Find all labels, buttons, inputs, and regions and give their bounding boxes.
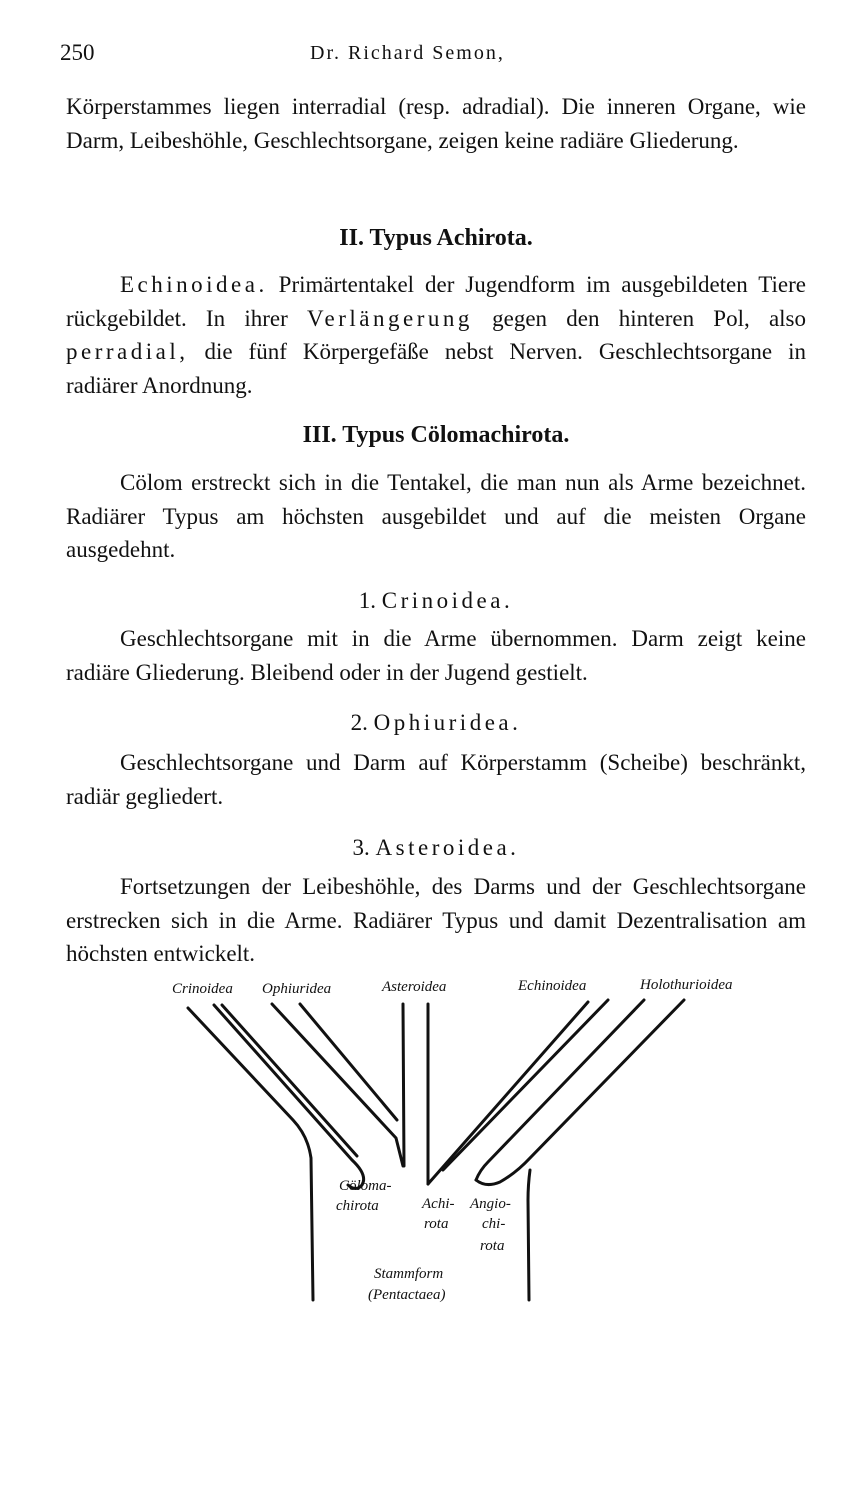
label-angio: Angio-: [470, 1196, 511, 1212]
echinoidea-branch-inner: [443, 1000, 608, 1170]
coelomachirota-paragraph: Cölom erstreckt sich in die Tentakel, die man nun als Arme bezeichnet. Radiärer Typus am höchsten ausgebildet und auf die meisten Organe ausgedehnt.: [66, 470, 806, 562]
label-achi: Achi-: [422, 1196, 455, 1212]
subheading-crinoidea: [66, 588, 806, 614]
top-labels: [172, 977, 733, 997]
label-stammform: Stammform: [374, 1266, 444, 1282]
asteroidea-paragraph: Fortsetzungen der Leibeshöhle, des Darms und der Geschlechtsorgane erstrecken sich in die Arme. Radiärer Typus und damit Dezentralisation am höchsten entwickelt.: [66, 874, 806, 966]
crinoidea-number: 1.: [358, 588, 377, 613]
label-chi: chi-: [482, 1216, 506, 1232]
intro-paragraph: Körperstammes liegen interradial (resp. adradial). Die inneren Organe, wie Darm, Leibeshöhle, Geschlechtsorgane, zeigen keine radiäre Gliederung.: [66, 94, 806, 153]
ophiuridea-number: 2.: [350, 710, 368, 735]
ophiuridea-paragraph: Geschlechtsorgane und Darm auf Körperstamm (Scheibe) beschränkt, radiär gegliedert.: [66, 750, 806, 809]
crinoidea-paragraph: Geschlechtsorgane mit in die Arme übernommen. Darm zeigt keine radiäre Gliederung. Bleibend oder in der Jugend gestielt.: [66, 626, 806, 685]
group-labels: [336, 1178, 511, 1303]
section-heading-achirota: II. Typus Achirota.: [339, 225, 533, 251]
ophiuridea-branch-right: [300, 1004, 397, 1120]
achirota-text-1: Primärtentakel der Jugendform im ausgebildeten Tiere rückgebildet. In ihrer: [66, 272, 806, 331]
subheading-asteroidea: [66, 835, 806, 861]
running-head: Dr. Richard Semon,: [310, 42, 505, 64]
page-header: [60, 40, 805, 74]
crinoidea-branch-outer: [214, 1005, 364, 1189]
label-rota-achirota: rota: [424, 1216, 449, 1232]
verlaengerung-term: Verlängerung: [306, 305, 473, 331]
stem-right-line: [528, 1170, 530, 1300]
subheading-ophiuridea: [66, 710, 806, 736]
achirota-text-2: gegen den hinteren Pol, also: [472, 305, 807, 331]
achirota-text-3: die fünf Körpergefäße nebst Nerven. Geschlechtsorgane in radiärer Anordnung.: [66, 339, 806, 398]
perradial-term: perradial,: [66, 339, 189, 364]
stem-left-line: [188, 1008, 313, 1300]
crinoidea-name: Crinoidea.: [381, 588, 514, 613]
phylogeny-diagram: [0, 960, 860, 1320]
label-pentactaea: (Pentactaea): [368, 1287, 446, 1303]
label-ophiuridea: Ophiuridea: [262, 981, 332, 997]
achirota-paragraph: [66, 268, 806, 402]
crinoidea-branch-inner: [222, 1005, 357, 1156]
branch-lines: [188, 1000, 684, 1300]
echinoidea-branch-outer: [428, 1002, 588, 1184]
label-rota-angiochirota: rota: [480, 1238, 505, 1254]
holothurioidea-branch-outer: [476, 1000, 644, 1180]
section-heading-coelomachirota: III. Typus Cölomachirota.: [302, 422, 570, 448]
label-chirota: chirota: [336, 1198, 379, 1214]
asteroidea-number: 3.: [352, 835, 370, 860]
label-asteroidea: Asteroidea: [382, 979, 447, 995]
label-crinoidea: Crinoidea: [172, 981, 233, 997]
echinoidea-term: Echinoidea.: [120, 272, 268, 297]
asteroidea-branch-left: [403, 1004, 404, 1166]
label-echinoidea: Echinoidea: [518, 978, 587, 994]
label-coeloma: Cöloma-: [339, 1178, 392, 1194]
label-holothurioidea: Holothurioidea: [640, 977, 733, 993]
ophiuridea-name: Ophiuridea.: [373, 710, 522, 735]
asteroidea-name: Asteroidea.: [375, 835, 520, 860]
page-number: 250: [60, 40, 95, 65]
